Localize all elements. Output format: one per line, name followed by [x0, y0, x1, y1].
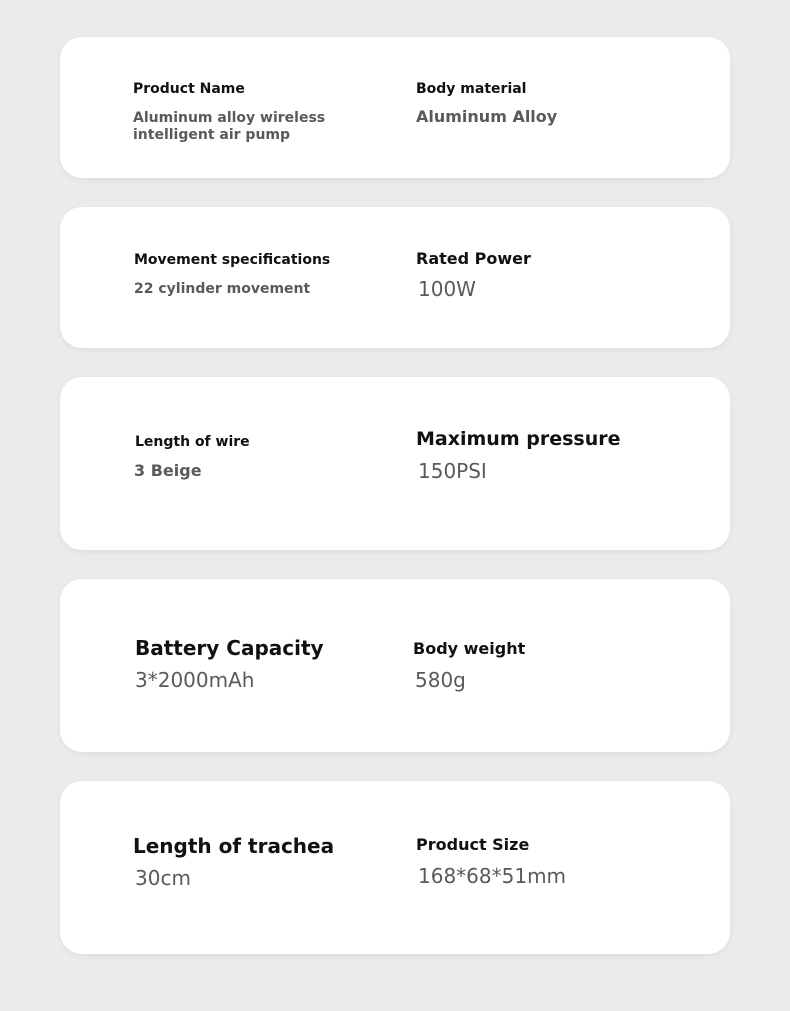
spec-product-name — [133, 81, 325, 144]
spec-card-movement — [60, 207, 730, 348]
spec-max-pressure — [416, 429, 621, 483]
spec-value: 168*68*51mm — [418, 864, 567, 889]
spec-trachea-length — [133, 835, 334, 890]
spec-value: 580g — [415, 668, 466, 693]
spec-label: Body material — [416, 81, 527, 97]
spec-label: Length of trachea — [133, 834, 335, 858]
spec-body-weight — [413, 640, 525, 692]
spec-label: Movement specifications — [134, 252, 331, 268]
spec-label: Maximum pressure — [416, 428, 621, 450]
spec-value: 22 cylinder movement — [134, 281, 311, 298]
spec-label: Product Name — [133, 81, 245, 97]
spec-label: Battery Capacity — [135, 636, 324, 660]
spec-movement — [134, 252, 330, 298]
spec-value: 3 Beige — [134, 461, 202, 481]
spec-value: Aluminum alloy wireless intelligent air pump — [133, 110, 326, 143]
spec-body-material — [416, 81, 557, 126]
spec-label: Rated Power — [416, 249, 531, 268]
spec-value: 100W — [418, 277, 476, 302]
spec-card-trachea — [60, 781, 730, 954]
spec-label: Body weight — [413, 639, 526, 658]
spec-card-battery — [60, 579, 730, 752]
spec-product-size — [416, 836, 566, 888]
spec-value: 3*2000mAh — [135, 668, 255, 692]
spec-value: 150PSI — [418, 458, 487, 483]
spec-rated-power — [416, 250, 531, 301]
spec-card-wire — [60, 377, 730, 550]
spec-battery-capacity — [135, 637, 324, 692]
spec-value: 30cm — [135, 866, 191, 890]
spec-value: Aluminum Alloy — [416, 107, 558, 127]
spec-wire-length — [135, 434, 250, 480]
spec-card-product — [60, 37, 730, 178]
spec-label: Product Size — [416, 835, 530, 854]
spec-label: Length of wire — [135, 434, 250, 450]
